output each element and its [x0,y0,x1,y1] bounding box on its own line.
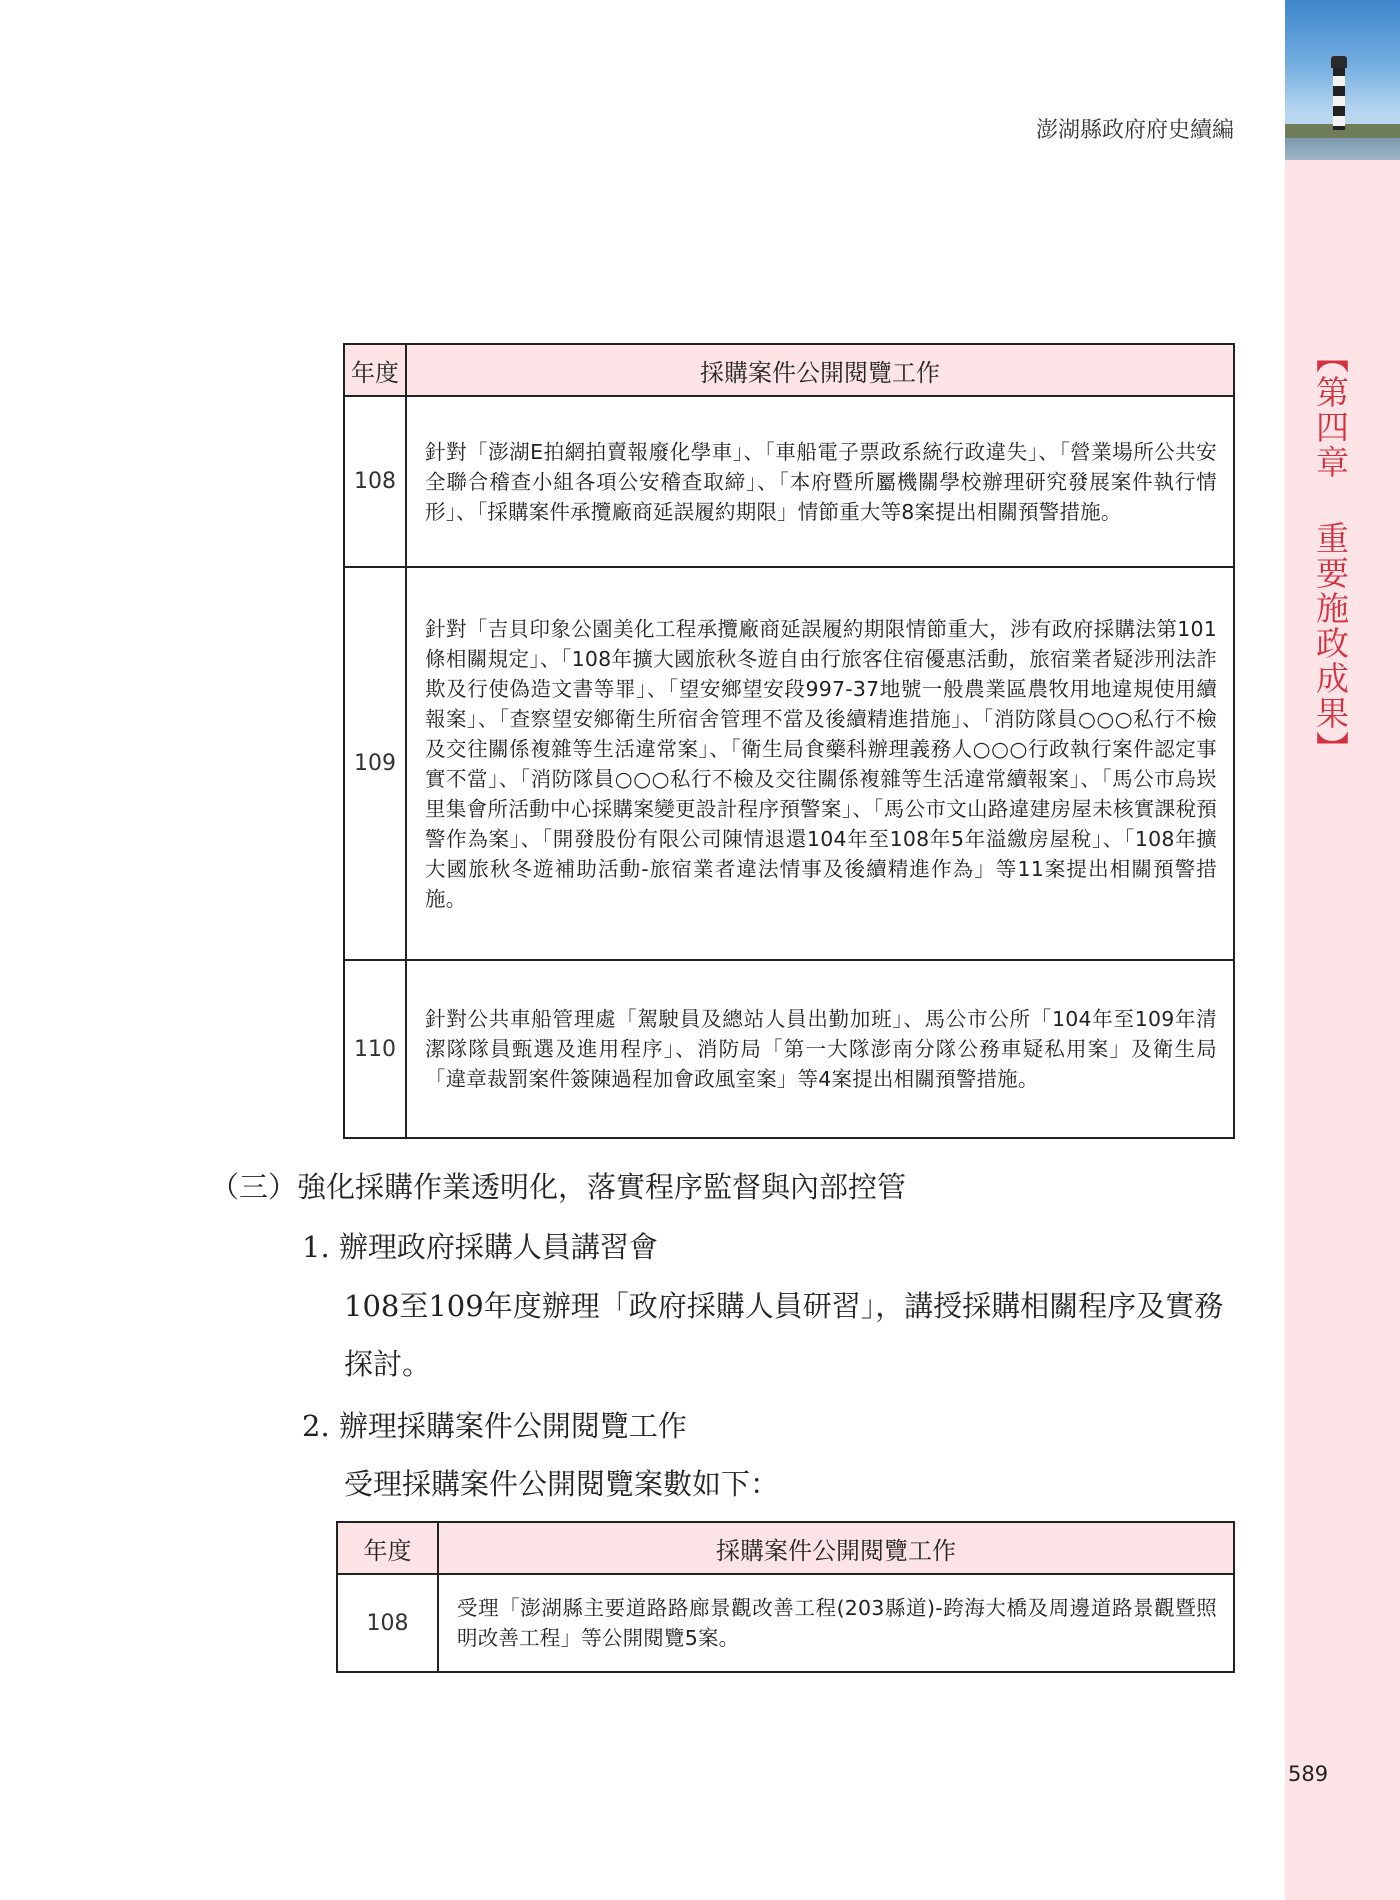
table-row [344,396,1234,567]
item1-paragraph: 108至109年度辦理「政府採購人員研習」，講授採購相關程序及實務探討。 [344,1289,1224,1381]
item1-heading: 1. 辦理政府採購人員講習會 [302,1230,658,1264]
row-content: 針對「吉貝印象公園美化工程承攬廠商延誤履約期限情節重大，涉有政府採購法第101條相關規定」、「108年擴大國旅秋冬遊自由行旅客住宿優惠活動，旅宿業者疑涉刑法詐欺及行使偽造文書等罪」、「望安鄉望安段997-37地號一般農業區農牧用地違規使用續報案」、「查察望安鄉衛生所宿舍管理不當及後續精進措施」、「消防隊員○○○私行不檢及交往關係複雜等生活違常案」、「衛生局食藥科辦理義務人○○○行政執行案件認定事實不當」、「消防隊員○○○私行不檢及交往關係複雜等生活違常續報案」、「馬公市烏崁里集會所活動中心採購案變更設計程序預警案」、「馬公市文山路違建房屋未核實課稅預警作為案」、「開發股份有限公司陳情退還104年至108年5年溢繳房屋稅」、「108年擴大國旅秋冬遊補助活動-旅宿業者違法情事及後續精進作為」等11案提出相關預警措施。 [406,567,1234,960]
section-heading: （三）強化採購作業透明化，落實程序監督與內部控管 [210,1170,907,1204]
running-header: 澎湖縣政府府史續編 [1035,118,1234,143]
lighthouse-lamp [1331,56,1347,68]
col-header-work: 採購案件公開閱覽工作 [438,1522,1234,1574]
table-row [344,567,1234,960]
chapter-side-band [1285,0,1400,1900]
col-header-year: 年度 [337,1522,438,1574]
col-header-work: 採購案件公開閱覽工作 [406,344,1234,396]
row-year: 108 [344,396,406,567]
lighthouse-photo [1285,0,1400,160]
table-row [337,1574,1234,1672]
public-review-table [336,1521,1235,1673]
table-row [344,960,1234,1138]
item2-heading: 2. 辦理採購案件公開閱覽工作 [302,1409,687,1443]
row-content: 針對公共車船管理處「駕駛員及總站人員出勤加班」、馬公市公所「104年至109年清潔隊隊員甄選及進用程序」、消防局「第一大隊澎南分隊公務車疑私用案」及衛生局「違章裁罰案件簽陳過程加會政風室案」等4案提出相關預警措施。 [406,960,1234,1138]
chapter-tab: 【第四章 重要施政成果】 [1311,340,1350,766]
table-header-row [337,1522,1234,1574]
warning-measures-table [343,343,1235,1139]
row-year: 110 [344,960,406,1138]
item2-paragraph: 受理採購案件公開閱覽案數如下： [344,1467,780,1501]
table-header-row [344,344,1234,396]
row-content: 受理「澎湖縣主要道路路廊景觀改善工程(203縣道)-跨海大橋及周邊道路景觀暨照明改善工程」等公開閱覽5案。 [438,1574,1234,1672]
row-content: 針對「澎湖E拍網拍賣報廢化學車」、「車船電子票政系統行政違失」、「營業場所公共安全聯合稽查小組各項公安稽查取締」、「本府暨所屬機關學校辦理研究發展案件執行情形」、「採購案件承攬廠商延誤履約期限」情節重大等8案提出相關預警措施。 [406,396,1234,567]
row-year: 108 [337,1574,438,1672]
row-year: 109 [344,567,406,960]
lighthouse-tower [1333,66,1345,130]
col-header-year: 年度 [344,344,406,396]
page-number: 589 [1288,1762,1329,1786]
